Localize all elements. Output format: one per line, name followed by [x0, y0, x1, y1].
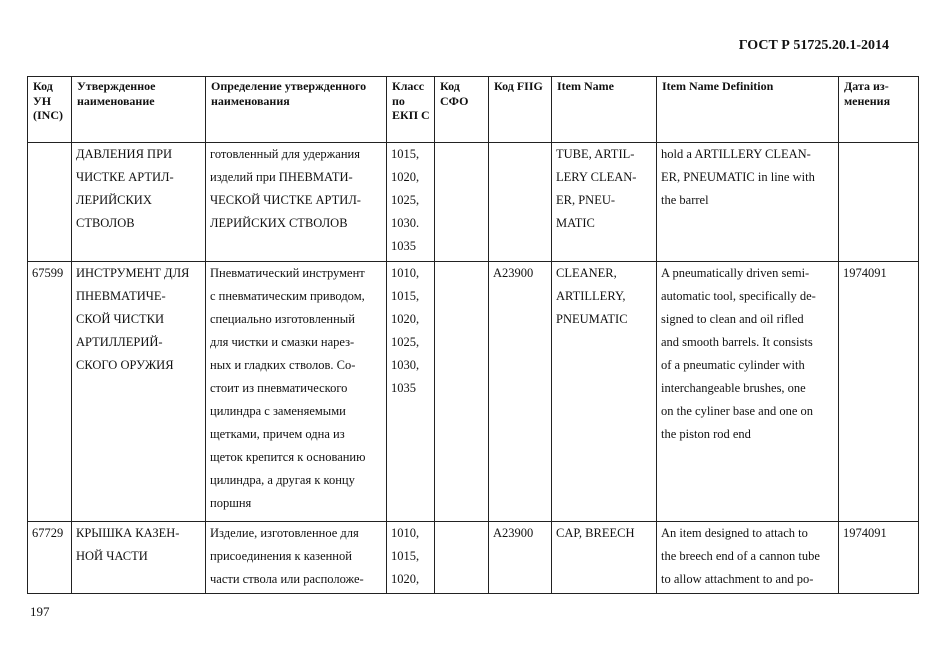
cell-class-line: 1035	[391, 239, 416, 253]
cell-name-definition-line: ЧЕСКОЙ ЧИСТКЕ АРТИЛ-	[210, 193, 361, 207]
classification-table	[27, 76, 919, 594]
cell-item-definition-line: ER, PNEUMATIC in line with	[661, 170, 815, 184]
cell-item-name-line: PNEUMATIC	[556, 312, 628, 326]
cell-name-definition-line: ных и гладких стволов. Со-	[210, 358, 356, 372]
cell-name-definition-line: щеток крепится к основанию	[210, 450, 366, 464]
cell-fiig: A23900	[489, 262, 552, 522]
cell-name-definition-line: ЛЕРИЙСКИХ СТВОЛОВ	[210, 216, 348, 230]
cell-name-definition	[206, 522, 387, 594]
cell-approved-name	[72, 522, 206, 594]
cell-class	[387, 262, 435, 522]
cell-class-line: 1010,	[391, 526, 420, 540]
cell-item-name-line: CLEANER,	[556, 266, 617, 280]
cell-inc: 67599	[28, 262, 72, 522]
cell-name-definition	[206, 262, 387, 522]
cell-name-definition-line: для чистки и смазки нарез-	[210, 335, 355, 349]
cell-item-definition-line: the breech end of a cannon tube	[661, 549, 820, 563]
cell-class-line: 1015,	[391, 289, 420, 303]
cell-name-definition-line: цилиндра с заменяемыми	[210, 404, 346, 418]
cell-name-definition-line: готовленный для удержания	[210, 147, 360, 161]
header-approved-name: Утвержденное наименование	[72, 77, 206, 143]
cell-item-definition-line: and smooth barrels. It consists	[661, 335, 813, 349]
cell-approved-name-line: СКОГО ОРУЖИЯ	[76, 358, 174, 372]
cell-change-date: 1974091	[839, 522, 919, 594]
cell-item-definition-line: An item designed to attach to	[661, 526, 808, 540]
cell-approved-name-line: АРТИЛЛЕРИЙ-	[76, 335, 163, 349]
cell-name-definition-line: специально изготовленный	[210, 312, 355, 326]
cell-name-definition-line: части ствола или расположе-	[210, 572, 364, 586]
cell-class-line: 1035	[391, 381, 416, 395]
cell-item-name-line: MATIC	[556, 216, 595, 230]
document-standard-title: ГОСТ Р 51725.20.1-2014	[738, 38, 889, 53]
cell-sfo	[435, 143, 489, 262]
header-name-definition: Определение утвержденного наименования	[206, 77, 387, 143]
cell-fiig: A23900	[489, 522, 552, 594]
cell-approved-name-line: ЛЕРИЙСКИХ	[76, 193, 152, 207]
header-fiig: Код FIIG	[489, 77, 552, 143]
cell-class	[387, 143, 435, 262]
cell-item-definition-line: the piston rod end	[661, 427, 751, 441]
cell-sfo	[435, 522, 489, 594]
cell-name-definition-line: Изделие, изготовленное для	[210, 526, 359, 540]
cell-approved-name-line: НОЙ ЧАСТИ	[76, 549, 148, 563]
cell-class	[387, 522, 435, 594]
cell-item-name	[552, 143, 657, 262]
cell-name-definition-line: Пневматический инструмент	[210, 266, 365, 280]
cell-approved-name-line: ПНЕВМАТИЧЕ-	[76, 289, 166, 303]
cell-class-line: 1020,	[391, 170, 420, 184]
cell-class-line: 1015,	[391, 147, 420, 161]
cell-class-line: 1030,	[391, 358, 420, 372]
cell-item-definition	[657, 143, 839, 262]
cell-item-definition-line: signed to clean and oil rifled	[661, 312, 804, 326]
cell-approved-name-line: ЧИСТКЕ АРТИЛ-	[76, 170, 174, 184]
table-row	[28, 522, 919, 594]
cell-item-name	[552, 262, 657, 522]
cell-item-definition-line: A pneumatically driven semi-	[661, 266, 810, 280]
cell-inc: 67729	[28, 522, 72, 594]
header-item-definition: Item Name Definition	[657, 77, 839, 143]
cell-item-name-line: ARTILLERY,	[556, 289, 626, 303]
cell-name-definition-line: стоит из пневматического	[210, 381, 348, 395]
cell-name-definition	[206, 143, 387, 262]
cell-item-definition-line: hold a ARTILLERY CLEAN-	[661, 147, 811, 161]
cell-approved-name	[72, 143, 206, 262]
header-change-date: Дата из- менения	[839, 77, 919, 143]
header-inc: Код УН (INC)	[28, 77, 72, 143]
cell-approved-name-line: ДАВЛЕНИЯ ПРИ	[76, 147, 173, 161]
cell-item-definition-line: on the cyliner base and one on	[661, 404, 814, 418]
table-row	[28, 262, 919, 522]
cell-name-definition-line: щетками, причем одна из	[210, 427, 345, 441]
cell-item-definition-line: to allow attachment to and po-	[661, 572, 814, 586]
cell-class-line: 1010,	[391, 266, 420, 280]
cell-item-name-line: LERY CLEAN-	[556, 170, 637, 184]
header-item-name: Item Name	[552, 77, 657, 143]
cell-item-name-line: CAP, BREECH	[556, 526, 635, 540]
cell-approved-name-line: ИНСТРУМЕНТ ДЛЯ	[76, 266, 190, 280]
cell-change-date	[839, 143, 919, 262]
cell-sfo	[435, 262, 489, 522]
table-row	[28, 143, 919, 262]
cell-approved-name-line: КРЫШКА КАЗЕН-	[76, 526, 180, 540]
cell-name-definition-line: поршня	[210, 496, 252, 510]
table-body	[28, 143, 919, 594]
cell-item-definition-line: automatic tool, specifically de-	[661, 289, 816, 303]
cell-name-definition-line: изделий при ПНЕВМАТИ-	[210, 170, 353, 184]
cell-item-name-line: TUBE, ARTIL-	[556, 147, 635, 161]
cell-fiig	[489, 143, 552, 262]
cell-name-definition-line: цилиндра, а другая к концу	[210, 473, 355, 487]
header-class: Класс по ЕКП С	[387, 77, 435, 143]
cell-name-definition-line: с пневматическим приводом,	[210, 289, 365, 303]
table-header-row	[28, 77, 919, 143]
cell-item-definition-line: of a pneumatic cylinder with	[661, 358, 805, 372]
cell-class-line: 1020,	[391, 572, 420, 586]
cell-approved-name-line: СКОЙ ЧИСТКИ	[76, 312, 165, 326]
cell-item-name	[552, 522, 657, 594]
cell-class-line: 1025,	[391, 335, 420, 349]
cell-item-definition	[657, 262, 839, 522]
header-sfo: Код СФО	[435, 77, 489, 143]
cell-class-line: 1015,	[391, 549, 420, 563]
cell-item-definition-line: the barrel	[661, 193, 709, 207]
cell-inc	[28, 143, 72, 262]
cell-class-line: 1020,	[391, 312, 420, 326]
cell-name-definition-line: присоединения к казенной	[210, 549, 352, 563]
cell-class-line: 1030.	[391, 216, 420, 230]
cell-item-definition-line: interchangeable brushes, one	[661, 381, 806, 395]
cell-approved-name-line: СТВОЛОВ	[76, 216, 135, 230]
cell-item-definition	[657, 522, 839, 594]
page-number: 197	[30, 604, 50, 619]
cell-change-date: 1974091	[839, 262, 919, 522]
cell-class-line: 1025,	[391, 193, 420, 207]
cell-item-name-line: ER, PNEU-	[556, 193, 616, 207]
cell-approved-name	[72, 262, 206, 522]
